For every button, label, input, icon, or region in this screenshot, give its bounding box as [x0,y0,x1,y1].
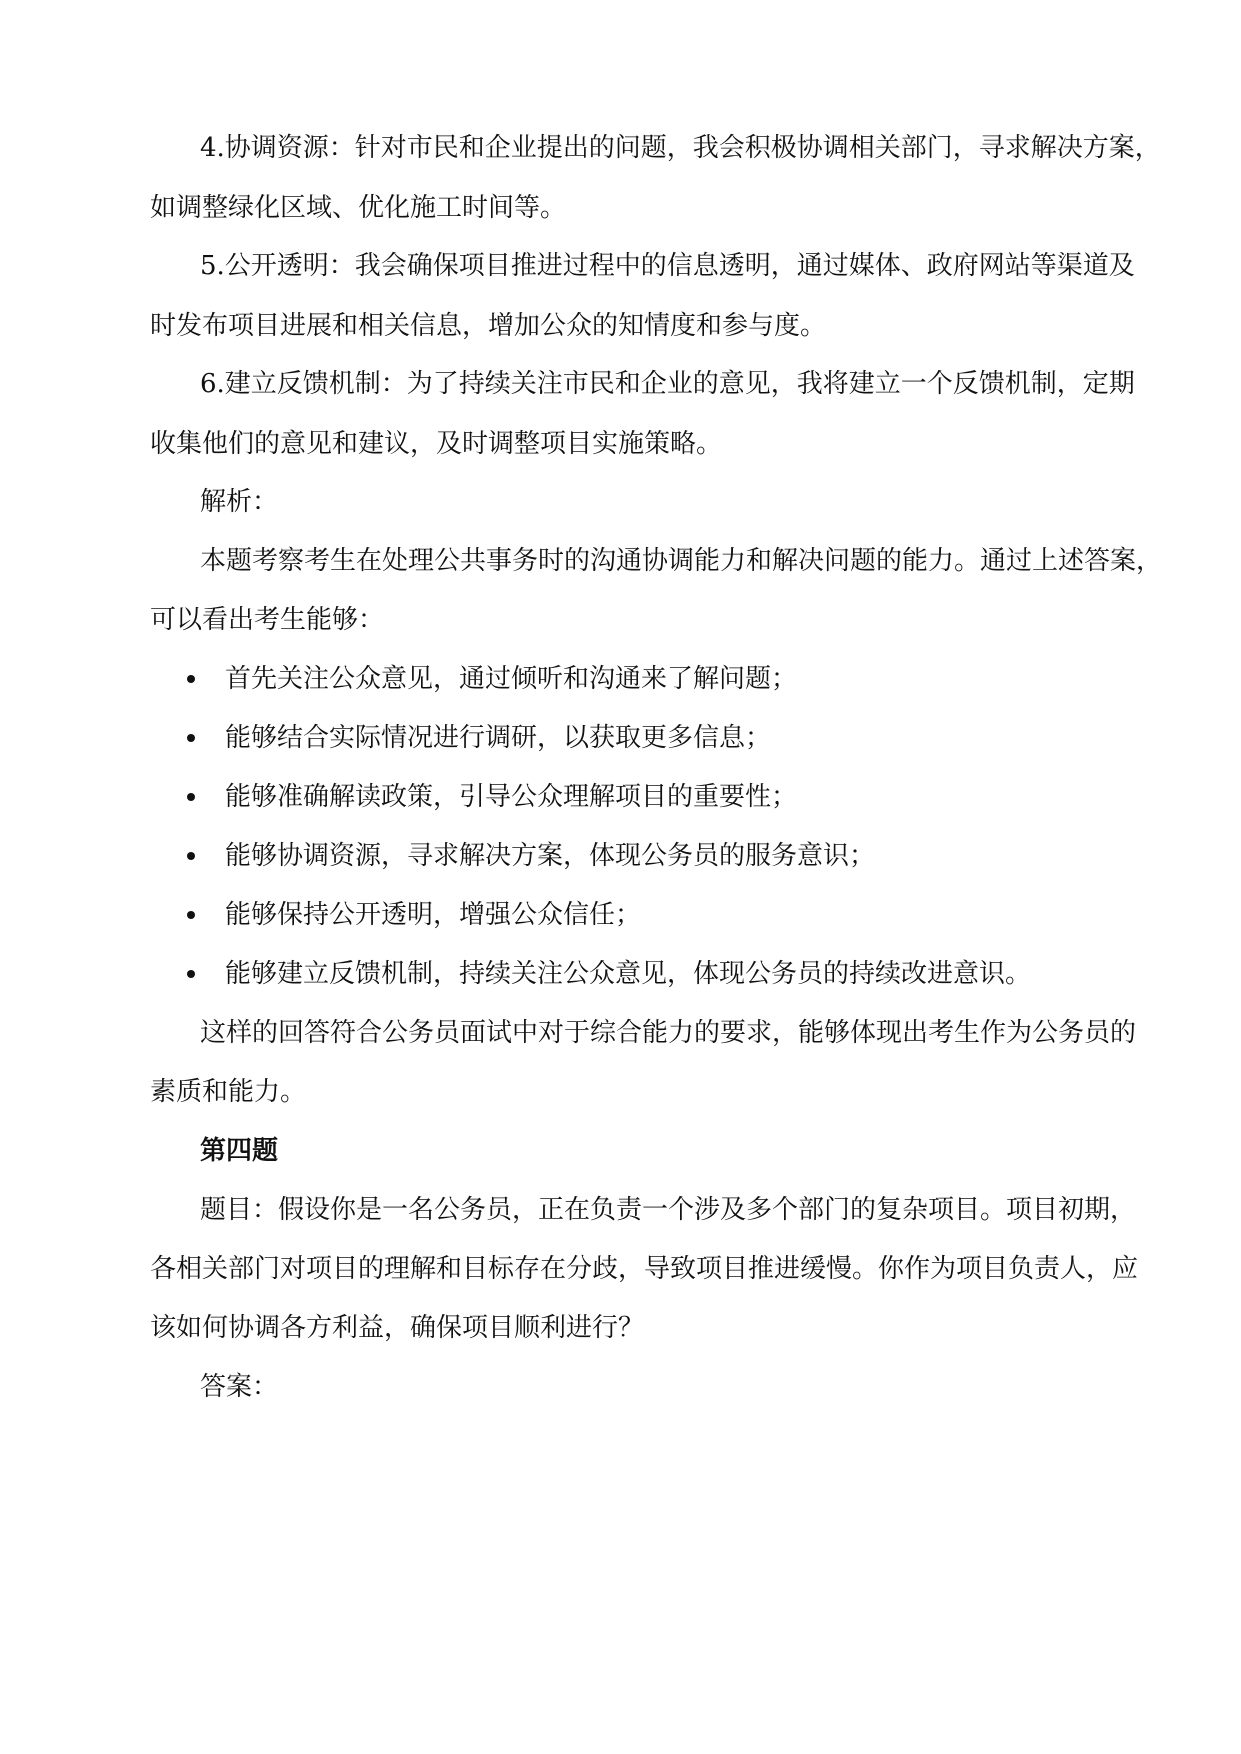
bullet-icon [187,734,195,742]
conclusion-line-2: 素质和能力。 [150,1077,307,1107]
bullet-icon [187,793,195,801]
list-item [150,954,1110,994]
list-item-text: 能够结合实际情况进行调研，以获取更多信息； [225,723,772,753]
bullet-icon [187,970,195,978]
list-item-text: 能够保持公开透明，增强公众信任； [225,900,642,930]
question-line-2: 各相关部门对项目的理解和目标存在分歧，导致项目推进缓慢。你作为项目负责人，应 [150,1254,1139,1284]
list-item-text: 首先关注公众意见，通过倾听和沟通来了解问题； [225,664,798,694]
paragraph-6-line-2: 收集他们的意见和建议，及时调整项目实施策略。 [150,429,723,459]
conclusion-line-1: 这样的回答符合公务员面试中对于综合能力的要求，能够体现出考生作为公务员的 [200,1018,1137,1048]
bullet-icon [187,675,195,683]
list-item [150,895,1110,935]
paragraph-4-line-1: 4.协调资源：针对市民和企业提出的问题，我会积极协调相关部门，寻求解决方案， [200,133,1161,163]
list-item-text: 能够协调资源，寻求解决方案，体现公务员的服务意识； [225,841,876,871]
analysis-line-1: 本题考察考生在处理公共事务时的沟通协调能力和解决问题的能力。通过上述答案， [200,546,1163,576]
list-item [150,659,1110,699]
list-item-text: 能够建立反馈机制，持续关注公众意见，体现公务员的持续改进意识。 [225,959,1032,989]
list-item [150,718,1110,758]
answer-label: 答案： [200,1372,279,1402]
paragraph-4-line-2: 如调整绿化区域、优化施工时间等。 [150,193,567,223]
section-heading: 第四题 [200,1136,279,1166]
question-line-1: 题目：假设你是一名公务员，正在负责一个涉及多个部门的复杂项目。项目初期， [200,1195,1137,1225]
analysis-label: 解析： [200,487,279,517]
list-item [150,777,1110,817]
paragraph-5-line-2: 时发布项目进展和相关信息，增加公众的知情度和参与度。 [150,311,827,341]
paragraph-5-line-1: 5.公开透明：我会确保项目推进过程中的信息透明，通过媒体、政府网站等渠道及 [200,251,1135,281]
bullet-icon [187,911,195,919]
question-line-3: 该如何协调各方利益，确保项目顺利进行？ [150,1313,645,1343]
list-item [150,836,1110,876]
analysis-line-2: 可以看出考生能够： [150,605,385,635]
list-item-text: 能够准确解读政策，引导公众理解项目的重要性； [225,782,798,812]
bullet-icon [187,852,195,860]
paragraph-6-line-1: 6.建立反馈机制：为了持续关注市民和企业的意见，我将建立一个反馈机制，定期 [200,369,1135,399]
